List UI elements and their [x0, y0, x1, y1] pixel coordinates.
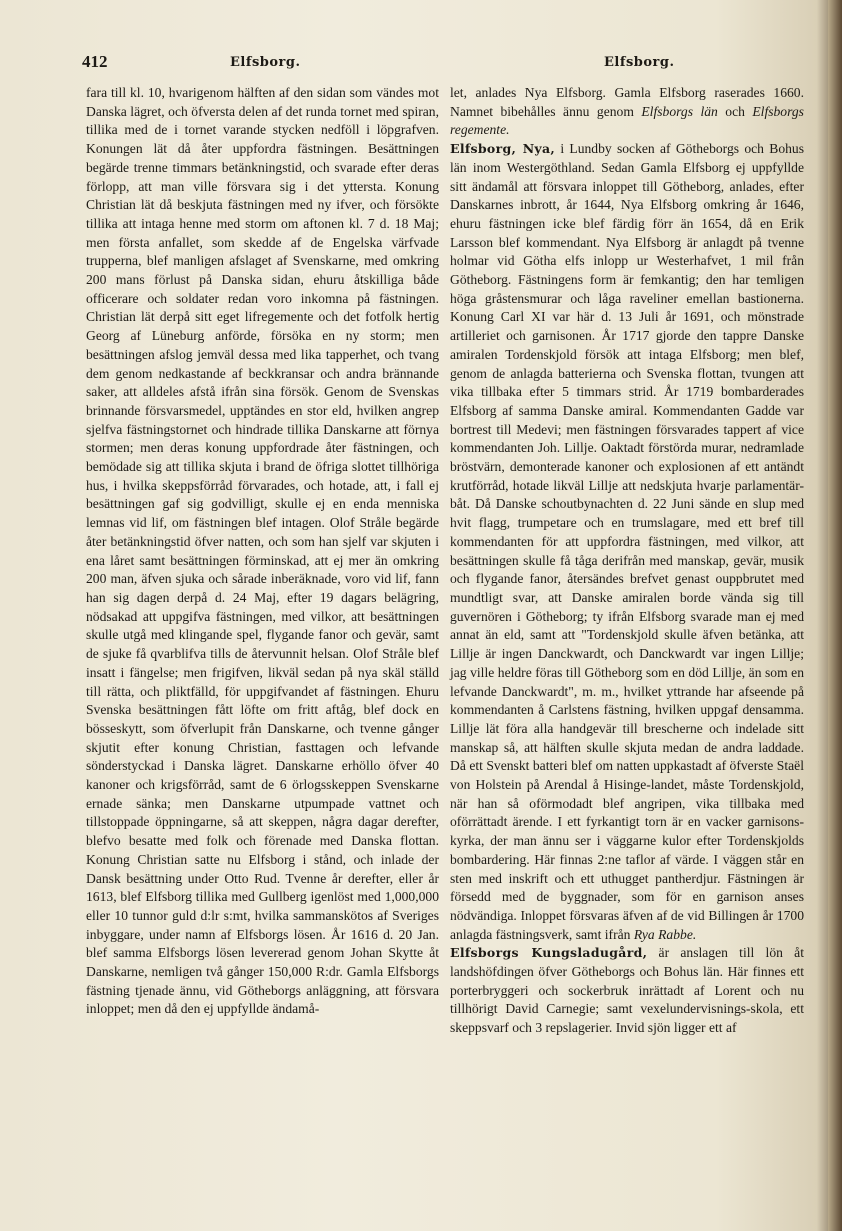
para1-italic-b: Elfsborgs regemente. — [450, 103, 804, 138]
page-edge-shadow — [828, 0, 842, 1231]
headword-kungsladugard: Elfsborgs Kungsladugård, — [450, 945, 648, 961]
entry-nya-elfsborg — [450, 140, 804, 944]
entry2-text: i Lundby socken af Götheborgs och Bohus län inom Westergöthland. Sedan Gamla Elfsborg ej uppfyllde sitt ändamål att försvara inloppet till Götheborg, anlades, efter Danskarnes inbrott, år 1644, Nya Elfsborg omkring år 1646, ehuru fästningen icke blef färdig förr än 1654, då en Erik Larsson blef kommendant. Nya Elfsborg är anlagdt på tvenne holmar vid Götha elfs inlopp ur Westerhafvet, 1 mil från Götheborg. Fästningens form är femkantig; den har temligen höga gråstensmurar och låga raveliner emellan bastionerna. Konung Carl XI var här d. 13 Juli år 1691, och mönstrade artilleriet och garnisonen. År 1717 gjorde den tappre Danske amiralen Tordenskjold försök att intaga Elfsborg; men blef, genom de anlagda batterierna och Svenska flottan, tvungen att vika tillbaka efter 5 timmars strid. År 1719 bombarderades Elfsborg af samma Danske amiral. Kommendanten Gadde var bortrest till Medevi; men fästningen försvarades tappert af vice kommendanten Joh. Lillje. Oaktadt förstörda murar, nedramlade bröstvärn, demonterade kanoner och explosionen af ett antändt krutförråd, hotade likväl Lillje att nedskjuta hvarje parlamentär-båt. Då Danske schoutbynachten d. 22 Juni sände en slup med hvit flagg, trumpetare och en trumslagare, med ett bref till kommendanten för att uppfordra fästningen, med vilkor, att besättningen skulle få tåga derifrån med manskap, gevär, musik och flygande fanor, återsändes brefvet genast ouppbrutet med mundtligt svar, att Danske amiralen borde vända sig till guvernören i Götheborg; ty ifrån Elfsborg svarade man ej med annat än eld, samt att "Tordenskjold skulle äfven betänka, att Lillje är ingen Danckwardt, och Danckwardt var ingen Lillje; jag ville heldre föras till Götheborg som en död Lillje, än som en lefvande Danckwardt", m. m., hvilket yttrande har afseende på kommendanten å Carlstens fästning, hvilken uppgaf densamma. Lillje lät föra alla handgevär till brescherne och indelade sitt manskap så, att hälften skulle skjuta medan de andra laddade. Då ett Svenskt batteri blef om natten uppkastadt af öfverste Staël von Holstein på Arendal å Hisinge-landet, måste Tordenskjold, när han så oförmodadt blef angripen, vika tillbaka med oförrättadt ärende. I ett fyrkantigt torn är en vacker garnisons-kyrka, der man ännu ser i väggarne kulor efter Tordenskjolds bombardering. Här finnas 2:ne taflor af värde. I väggen står en sten med inskrift och ett uthugget pantherdjur. Fästningen är försedd med de byggnader, som för en garnison anses nödvändiga. Inloppet försvaras äfven af de vid Billingen år 1700 anlagda fästningsverk, samt ifrån — [450, 141, 804, 942]
headword-nya-elfsborg: Elfsborg, Nya, — [450, 141, 556, 157]
entry-gamla-elfsborg-end — [450, 84, 804, 140]
left-column — [86, 84, 439, 1019]
para1-italic-a: Elfsborgs län — [641, 103, 718, 119]
entry-kungsladugard — [450, 944, 804, 1038]
running-head-right: Elfsborg. — [604, 55, 675, 70]
page-header — [78, 52, 804, 76]
entry2-italic-tail: Rya Rabbe. — [633, 926, 697, 942]
left-column-text: fara till kl. 10, hvarigenom hälften af den sidan som vändes mot Danska lägret, och öfversta delen af det runda tornet med spiran, tillika med de i tornet varande stycken nedföll i löpgrafven. Konungen lät då åter uppfordra fästningen. Besättningen begärde trenne timmars betänkningstid, och svarade efter deras förlopp, att man ville försvara sig i det yttersta. Konung Christian lät då beskjuta fästningen med ny ifver, och försökte tillika att intaga henne med storm om aftonen kl. 7 d. 18 Maj; men första anfallet, som skedde af de Engelska värfvade trupperna, blef manligen afslaget af Svenskarne, med omkring 200 mans förlust på Danska sidan, ehuru åtskilliga både officerare och soldater redan voro inkomna på fästningen. Christian lät derpå sitt eget lifregemente och det fotfolk hertig Georg af Lüneburg anförde, försöka en ny storm; men besättningen afslog jemväl dessa med lika tapperhet, och tvang dem genom nedkastande af beckkransar och andra brännande saker, att alldeles afstå ifrån sina försök. Genom de Svenskas brinnande försvarsmedel, upptändes en stor eld, hvilken angrep sjelfva fästningstornet och hindrade tillika Danskarne att förnya stormen; men deras konung uppfordrade åter fästningen, och bemödade sig att tillika skjuta i brand de öfriga slottet tillhöriga hus, i hvilka skeppsförråd förvarades, och hotade, att, i fall ej besättningen gaf sig godvilligt, skulle ej en enda menniska lemnas vid lif, om fästningen blef intagen. Olof Stråle begärde åter betänkningstid öfver natten, och som han sjelf var skjuten i ena låret samt besättningen förminskad, att ej mer än omkring 200 man, äfven sjuka och sårade inberäknade, voro vid lif, fann han sig dagen derpå d. 24 Maj, efter 19 dagars belägring, nödsakad att uppgifva fästningen, med vilkor, att besättningen skulle utgå med klingande spel, flygande fanor och gevär, samt de sjuke få qvarblifva tills de återvunnit helsan. Olof Stråle blef insatt i fängelse; men frigifven, likväl sedan på nya skäl ställd till rätta, och pliktfälld, för uppgifvandet af fästningen. Ehuru Svenska besättningen fått löfte om fritt aftåg, blef dock en bösseskytt, som öfverlupit från Danskarne, och tvenne gånger skjutit efter konung Christian, fasttagen och lefvande sönderstyckad i Danska lägret. Danskarne erhöllo öfver 40 kanoner och krigsförråd, samt de 6 örlogsskeppen Svenskarne ernade sänka; men Danskarne utpumpade vattnet och tillstoppade öppningarne, så att skeppen, några dagar derefter, blefvo besatte med folk och förenade med Danska flottan. Konung Christian satte nu Elfsborg i stånd, och inlade der Dansk besättning under Otto Rud. Tvenne år derefter, eller år 1613, blef Elfsborg tillika med Gullberg igenlöst med 1,000,000 eller 10 tunnor guld d:lr s:mt, hvilka sammanskötos af Sveriges inbyggare, under namn af Elfsborgs lösen. År 1616 d. 20 Jan. blef samma Elfsborgs lösen levererad genom Johan Skytte åt Danskarne, nemligen två gånger 150,000 R:dr. Gamla Elfsborgs fästning tjenade ännu, vid Götheborgs anläggning, att försvara inloppet; men då den ej uppfyllde ändamå- — [86, 85, 439, 1017]
entry3-text: är anslagen till lön åt landshöfdingen öfver Götheborgs och Bohus län. Här finnes ett porterbryggeri och sockerbruk inrättadt af Lorent och nu tillhörigt David Carnegie; samt vexelundervisnings-skola, ett skeppsvarf och 3 repslagerier. Invid sjön ligger ett af — [450, 945, 804, 1036]
page-number: 412 — [82, 52, 108, 71]
para1-joiner: och — [725, 103, 745, 119]
running-head-left: Elfsborg. — [230, 55, 301, 70]
para1-text: let, anlades Nya Elfsborg. Gamla Elfsborg raserades 1660. Namnet bibehålles ännu genom — [450, 85, 804, 119]
right-column — [450, 84, 804, 1038]
